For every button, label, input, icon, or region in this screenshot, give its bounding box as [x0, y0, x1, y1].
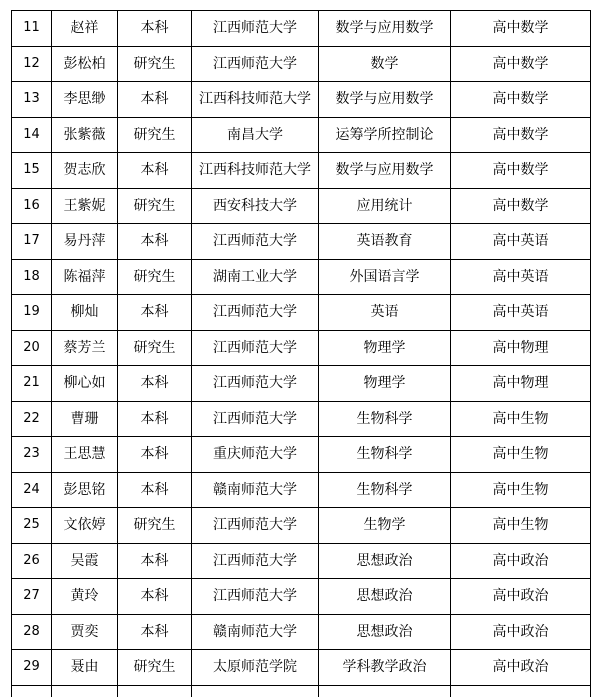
- roster-body: [12, 11, 591, 697]
- table-row: [12, 579, 591, 615]
- education-cell: 本科: [118, 579, 192, 615]
- table-row: [12, 295, 591, 331]
- subject-cell: 高中英语: [451, 224, 591, 260]
- school-cell: 江西师范大学: [192, 366, 319, 402]
- school-cell: 江西师范大学: [192, 579, 319, 615]
- major-cell: 运筹学所控制论: [319, 117, 451, 153]
- table-row: [12, 614, 591, 650]
- row-number-cell: 15: [12, 153, 52, 189]
- education-cell: 本科: [118, 366, 192, 402]
- subject-cell: 高中政治: [451, 650, 591, 686]
- education-cell: 研究生: [118, 188, 192, 224]
- empty-cell: [319, 685, 451, 697]
- table-row: [12, 508, 591, 544]
- school-cell: 江西师范大学: [192, 11, 319, 47]
- row-number-cell: 12: [12, 46, 52, 82]
- row-number-cell: 13: [12, 82, 52, 118]
- row-number-cell: 25: [12, 508, 52, 544]
- school-cell: 湖南工业大学: [192, 259, 319, 295]
- education-cell: 本科: [118, 614, 192, 650]
- subject-cell: 高中物理: [451, 366, 591, 402]
- name-cell: 聂由: [52, 650, 118, 686]
- school-cell: 赣南师范大学: [192, 472, 319, 508]
- table-row: [12, 224, 591, 260]
- school-cell: 江西师范大学: [192, 508, 319, 544]
- name-cell: 黄玲: [52, 579, 118, 615]
- school-cell: 江西科技师范大学: [192, 153, 319, 189]
- name-cell: 彭松柏: [52, 46, 118, 82]
- school-cell: 西安科技大学: [192, 188, 319, 224]
- major-cell: 思想政治: [319, 543, 451, 579]
- subject-cell: 高中政治: [451, 543, 591, 579]
- school-cell: 江西师范大学: [192, 401, 319, 437]
- row-number-cell: 23: [12, 437, 52, 473]
- name-cell: 曹珊: [52, 401, 118, 437]
- name-cell: 王紫妮: [52, 188, 118, 224]
- subject-cell: 高中生物: [451, 472, 591, 508]
- name-cell: 柳心如: [52, 366, 118, 402]
- teacher-roster-table: [11, 10, 591, 697]
- table-row: [12, 82, 591, 118]
- row-number-cell: 17: [12, 224, 52, 260]
- table-row: [12, 117, 591, 153]
- name-cell: 陈福萍: [52, 259, 118, 295]
- school-cell: 江西师范大学: [192, 224, 319, 260]
- education-cell: 本科: [118, 153, 192, 189]
- name-cell: 张紫薇: [52, 117, 118, 153]
- subject-cell: 高中数学: [451, 153, 591, 189]
- education-cell: 本科: [118, 82, 192, 118]
- table-row-partial: [12, 685, 591, 697]
- major-cell: 生物科学: [319, 437, 451, 473]
- empty-cell: [118, 685, 192, 697]
- major-cell: 数学与应用数学: [319, 82, 451, 118]
- table-row: [12, 188, 591, 224]
- major-cell: 物理学: [319, 330, 451, 366]
- major-cell: 英语教育: [319, 224, 451, 260]
- school-cell: 赣南师范大学: [192, 614, 319, 650]
- education-cell: 研究生: [118, 650, 192, 686]
- row-number-cell: 22: [12, 401, 52, 437]
- subject-cell: 高中英语: [451, 259, 591, 295]
- table-row: [12, 330, 591, 366]
- name-cell: 蔡芳兰: [52, 330, 118, 366]
- name-cell: 柳灿: [52, 295, 118, 331]
- row-number-cell: 16: [12, 188, 52, 224]
- subject-cell: 高中政治: [451, 579, 591, 615]
- major-cell: 英语: [319, 295, 451, 331]
- school-cell: 江西科技师范大学: [192, 82, 319, 118]
- row-number-cell: 24: [12, 472, 52, 508]
- major-cell: 生物科学: [319, 472, 451, 508]
- table-row: [12, 259, 591, 295]
- row-number-cell: 21: [12, 366, 52, 402]
- row-number-cell: 18: [12, 259, 52, 295]
- education-cell: 本科: [118, 224, 192, 260]
- row-number-cell: 27: [12, 579, 52, 615]
- empty-cell: [192, 685, 319, 697]
- major-cell: 生物学: [319, 508, 451, 544]
- row-number-cell: 11: [12, 11, 52, 47]
- major-cell: 物理学: [319, 366, 451, 402]
- education-cell: 研究生: [118, 259, 192, 295]
- row-number-cell: 14: [12, 117, 52, 153]
- major-cell: 学科教学政治: [319, 650, 451, 686]
- major-cell: 数学: [319, 46, 451, 82]
- major-cell: 外国语言学: [319, 259, 451, 295]
- major-cell: 思想政治: [319, 579, 451, 615]
- name-cell: 易丹萍: [52, 224, 118, 260]
- school-cell: 江西师范大学: [192, 46, 319, 82]
- row-number-cell: 26: [12, 543, 52, 579]
- table-row: [12, 650, 591, 686]
- subject-cell: 高中物理: [451, 330, 591, 366]
- table-row: [12, 11, 591, 47]
- empty-cell: [12, 685, 52, 697]
- name-cell: 贺志欣: [52, 153, 118, 189]
- school-cell: 南昌大学: [192, 117, 319, 153]
- name-cell: 王思慧: [52, 437, 118, 473]
- school-cell: 江西师范大学: [192, 295, 319, 331]
- subject-cell: 高中生物: [451, 401, 591, 437]
- table-row: [12, 472, 591, 508]
- name-cell: 彭思铭: [52, 472, 118, 508]
- table-row: [12, 543, 591, 579]
- major-cell: 生物科学: [319, 401, 451, 437]
- table-row: [12, 401, 591, 437]
- table-row: [12, 46, 591, 82]
- education-cell: 本科: [118, 543, 192, 579]
- subject-cell: 高中政治: [451, 614, 591, 650]
- education-cell: 本科: [118, 401, 192, 437]
- education-cell: 本科: [118, 472, 192, 508]
- name-cell: 贾奕: [52, 614, 118, 650]
- education-cell: 研究生: [118, 508, 192, 544]
- subject-cell: 高中数学: [451, 117, 591, 153]
- row-number-cell: 28: [12, 614, 52, 650]
- school-cell: 重庆师范大学: [192, 437, 319, 473]
- subject-cell: 高中数学: [451, 82, 591, 118]
- major-cell: 应用统计: [319, 188, 451, 224]
- name-cell: 文依婷: [52, 508, 118, 544]
- school-cell: 江西师范大学: [192, 330, 319, 366]
- table-row: [12, 437, 591, 473]
- major-cell: 数学与应用数学: [319, 11, 451, 47]
- table-row: [12, 366, 591, 402]
- row-number-cell: 29: [12, 650, 52, 686]
- education-cell: 研究生: [118, 46, 192, 82]
- school-cell: 江西师范大学: [192, 543, 319, 579]
- subject-cell: 高中生物: [451, 437, 591, 473]
- education-cell: 研究生: [118, 330, 192, 366]
- subject-cell: 高中数学: [451, 46, 591, 82]
- major-cell: 思想政治: [319, 614, 451, 650]
- subject-cell: 高中数学: [451, 11, 591, 47]
- subject-cell: 高中数学: [451, 188, 591, 224]
- education-cell: 本科: [118, 295, 192, 331]
- row-number-cell: 20: [12, 330, 52, 366]
- row-number-cell: 19: [12, 295, 52, 331]
- school-cell: 太原师范学院: [192, 650, 319, 686]
- education-cell: 研究生: [118, 117, 192, 153]
- subject-cell: 高中生物: [451, 508, 591, 544]
- subject-cell: 高中英语: [451, 295, 591, 331]
- empty-cell: [451, 685, 591, 697]
- education-cell: 本科: [118, 437, 192, 473]
- name-cell: 赵祥: [52, 11, 118, 47]
- education-cell: 本科: [118, 11, 192, 47]
- name-cell: 李思缈: [52, 82, 118, 118]
- table-row: [12, 153, 591, 189]
- empty-cell: [52, 685, 118, 697]
- major-cell: 数学与应用数学: [319, 153, 451, 189]
- name-cell: 吴霞: [52, 543, 118, 579]
